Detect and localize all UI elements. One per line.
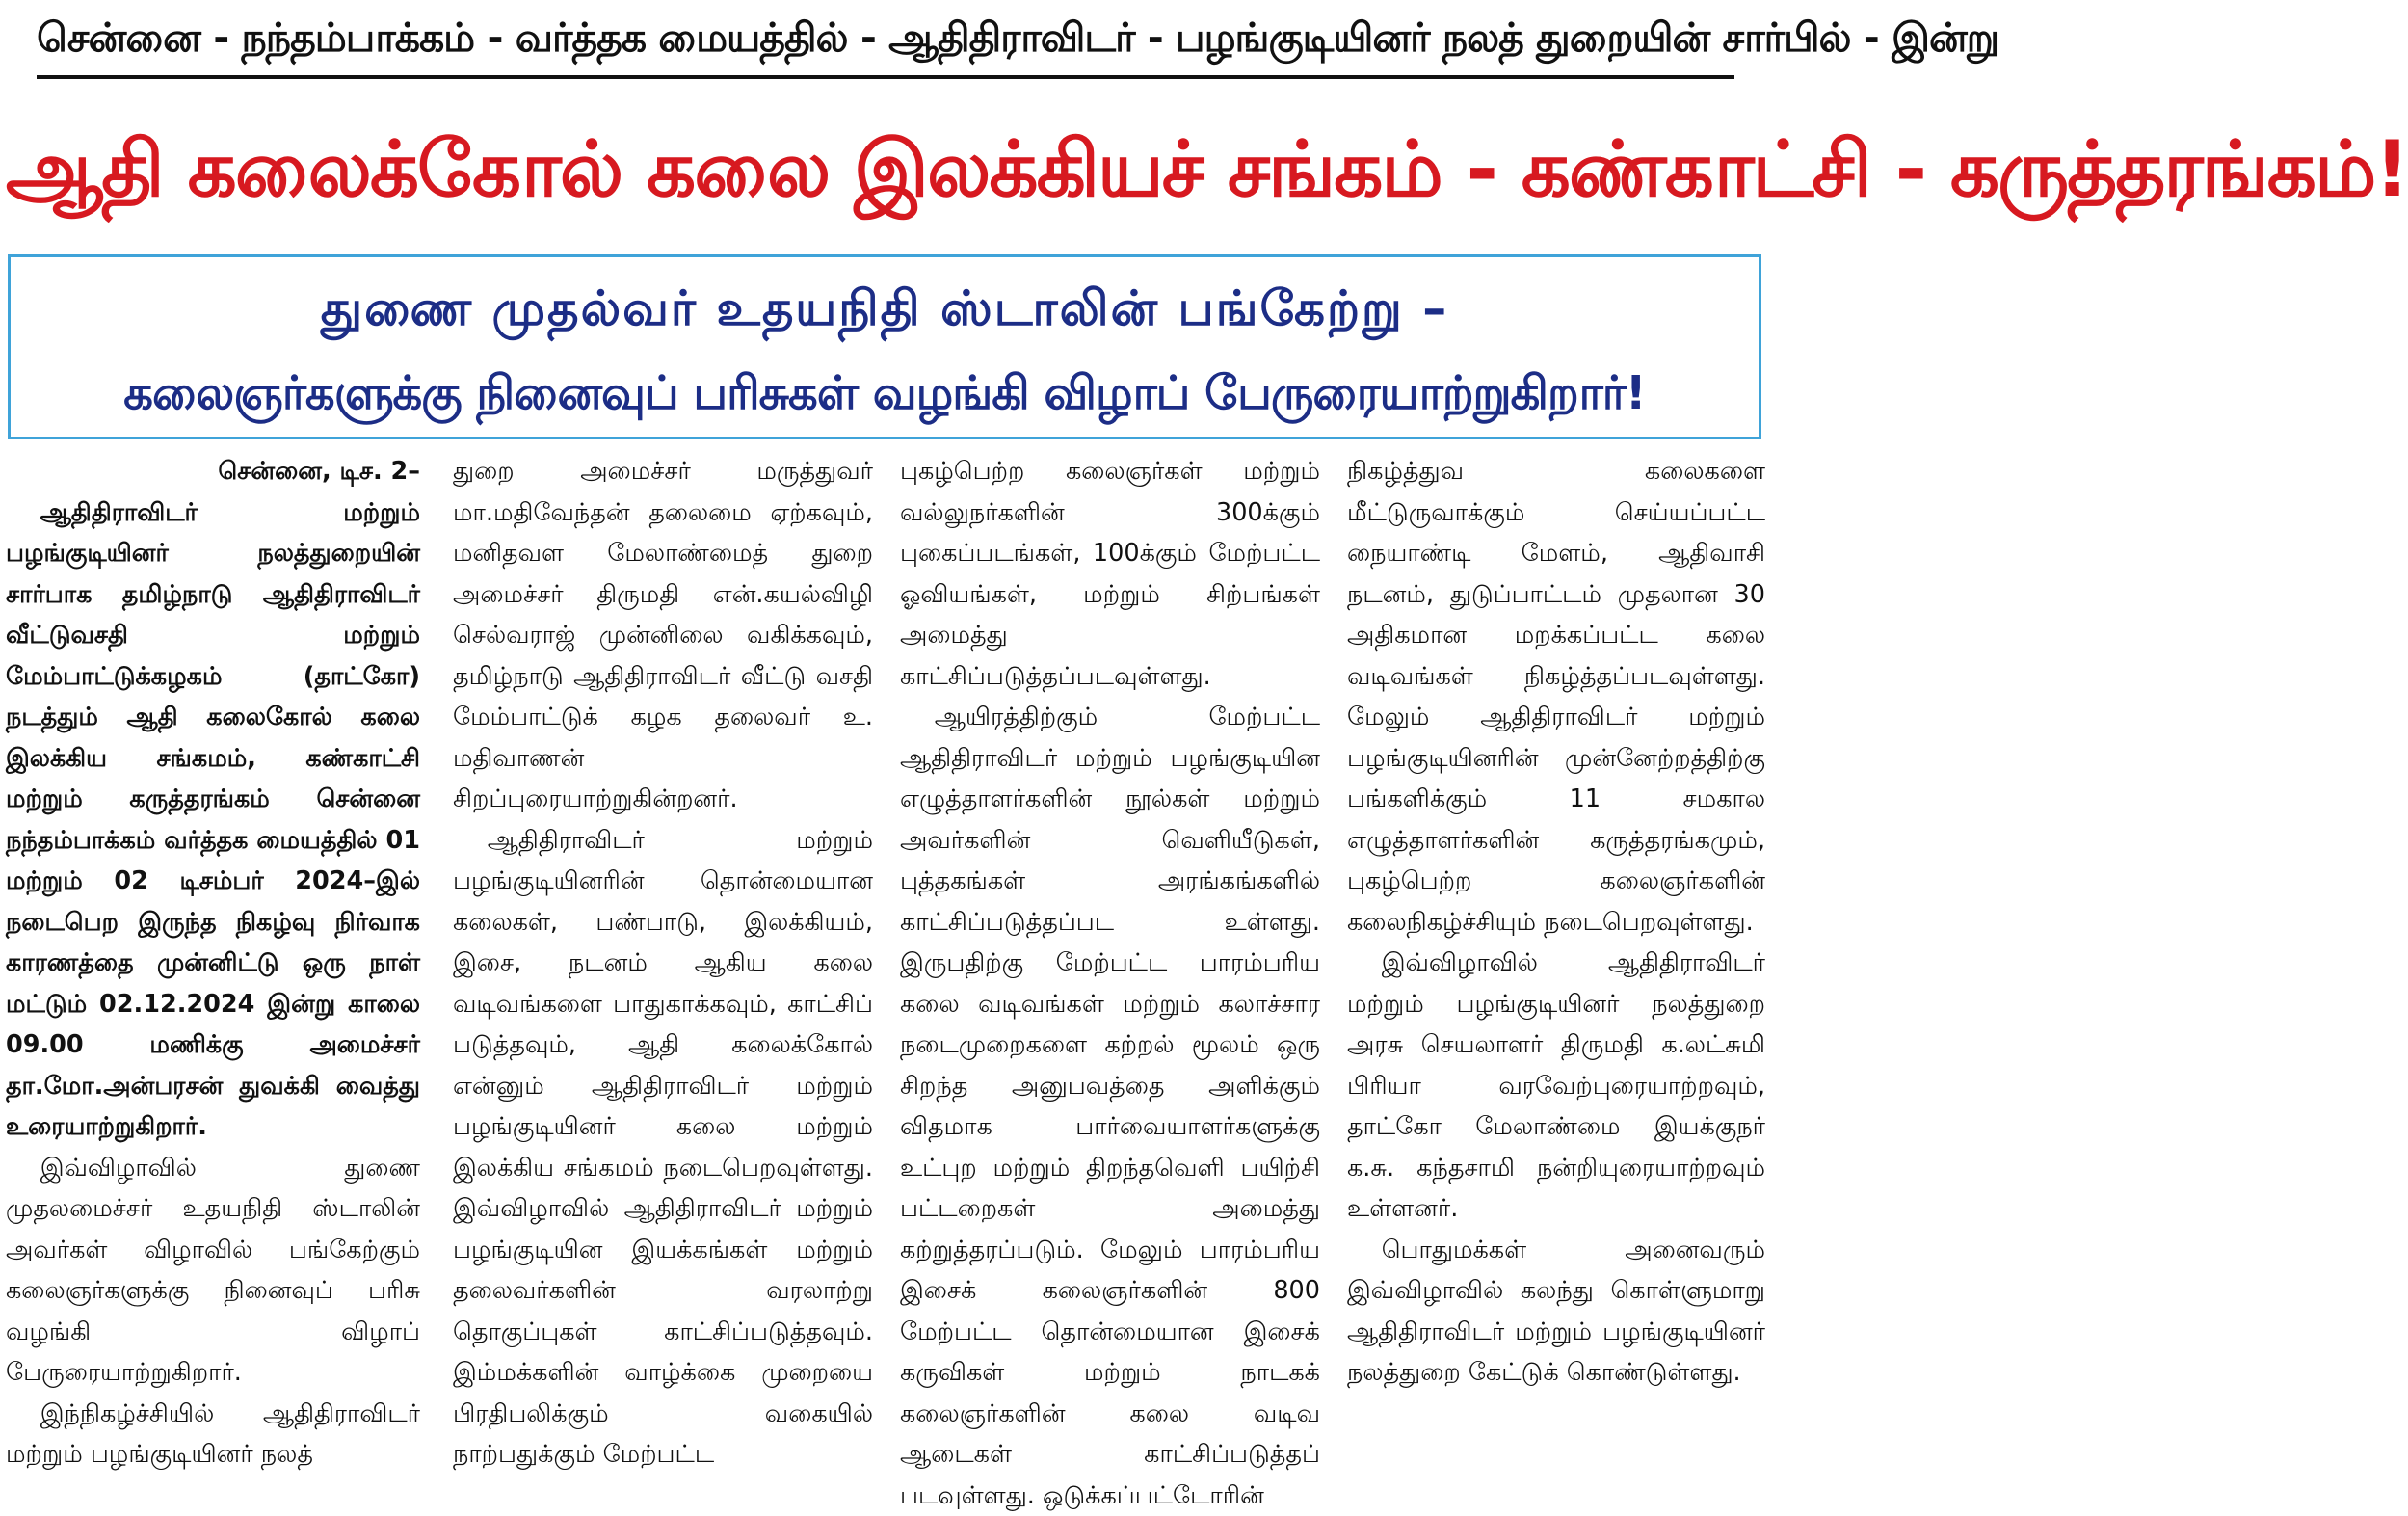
paragraph: புகழ்பெற்ற கலைஞர்கள் மற்றும் வல்லுநர்களின் 300க்கும் புகைப்படங்கள், 100க்கும் மேற்பட்ட ஓவியங்கள், மற்றும் சிற்பங்கள் அமைத்து காட்சிப்படுத்தப்படவுள்ளது. — [900, 457, 1320, 691]
paragraph: துறை அமைச்சர் மருத்துவர் மா.மதிவேந்தன் தலைமை ஏற்கவும், மனிதவள மேலாண்மைத் துறை அமைச்சர் திருமதி என்.கயல்விழி செல்வராஜ் முன்னிலை வகிக்கவும், தமிழ்நாடு ஆதிதிராவிடர் வீட்டு வசதி மேம்பாட்டுக் கழக தலைவர் உ. மதிவாணன் சிறப்புரையாற்றுகின்றனர். — [453, 457, 873, 813]
subheadline-line-2: கலைஞர்களுக்கு நினைவுப் பரிசுகள் வழங்கி விழாப் பேருரையாற்றுகிறார்! — [123, 366, 1646, 420]
paragraph: நிகழ்த்துவ கலைகளை மீட்டுருவாக்கும் செய்யப்பட்ட நையாண்டி மேளம், ஆதிவாசி நடனம், துடுப்பாட்டம் முதலான 30 அதிகமான மறக்கப்பட்ட கலை வடிவங்கள் நிகழ்த்தப்படவுள்ளது. மேலும் ஆதிதிராவிடர் மற்றும் பழங்குடியினரின் முன்னேற்றத்திற்கு பங்களிக்கும் 11 சமகால எழுத்தாளர்களின் கருத்தரங்கமும், புகழ்பெற்ற கலைஞர்களின் கலைநிகழ்ச்சியும் நடைபெறவுள்ளது. — [1347, 457, 1765, 937]
subheadline-box — [8, 254, 1761, 439]
paragraph: இந்நிகழ்ச்சியில் ஆதிதிராவிடர் மற்றும் பழங்குடியினர் நலத் — [6, 1398, 420, 1469]
subheadline-line-1: துணை முதல்வர் உதயநிதி ஸ்டாலின் பங்கேற்று – — [320, 280, 1449, 336]
dateline: சென்னை, டிச. 2– — [218, 457, 420, 486]
paragraph: ஆயிரத்திற்கும் மேற்பட்ட ஆதிதிராவிடர் மற்றும் பழங்குடியின எழுத்தாளர்களின் நூல்கள் மற்றும் அவர்களின் வெளியீடுகள், புத்தகங்கள் அரங்கங்களில் காட்சிப்படுத்தப்பட உள்ளது. இருபதிற்கு மேற்பட்ட பாரம்பரிய கலை வடிவங்கள் மற்றும் கலாச்சார நடைமுறைகளை கற்றல் மூலம் ஒரு சிறந்த அனுபவத்தை அளிக்கும் விதமாக பார்வையாளர்களுக்கு உட்புற மற்றும் திறந்தவெளி பயிற்சி பட்டறைகள் அமைத்து கற்றுத்தரப்படும். மேலும் பாரம்பரிய இசைக் கலைஞர்களின் 800 மேற்பட்ட தொன்மையான இசைக் கருவிகள் மற்றும் நாடகக் கலைஞர்களின் கலை வடிவ ஆடைகள் காட்சிப்படுத்தப் படவுள்ளது. ஒடுக்கப்பட்டோரின் — [900, 703, 1320, 1510]
article-column-3 — [900, 451, 1320, 1510]
kicker-underline — [37, 75, 1734, 79]
kicker-headline: சென்னை - நந்தம்பாக்கம் - வர்த்தக மையத்தில் - ஆதிதிராவிடர் - பழங்குடியினர் நலத் துறையின் சார்பில் - இன்று — [37, 14, 1998, 61]
article-column-1 — [6, 451, 420, 1502]
article-column-4 — [1347, 451, 1765, 1502]
paragraph: இவ்விழாவில் ஆதிதிராவிடர் மற்றும் பழங்குடியினர் நலத்துறை அரசு செயலாளர் திருமதி க.லட்சுமி பிரியா வரவேற்புரையாற்றவும், தாட்கோ மேலாண்மை இயக்குநர் க.சு. கந்தசாமி நன்றியுரையாற்றவும் உள்ளனர். — [1347, 948, 1765, 1223]
paragraph: இவ்விழாவில் துணை முதலமைச்சர் உதயநிதி ஸ்டாலின் அவர்கள் விழாவில் பங்கேற்கும் கலைஞர்களுக்கு நினைவுப் பரிசு வழங்கி விழாப் பேருரையாற்றுகிறார். — [6, 1153, 420, 1387]
paragraph: ஆதிதிராவிடர் மற்றும் பழங்குடியினரின் தொன்மையான கலைகள், பண்பாடு, இலக்கியம், இசை, நடனம் ஆகிய கலை வடிவங்களை பாதுகாக்கவும், காட்சிப் படுத்தவும், ஆதி கலைக்கோல் என்னும் ஆதிதிராவிடர் மற்றும் பழங்குடியினர் கலை மற்றும் இலக்கிய சங்கமம் நடைபெறவுள்ளது. இவ்விழாவில் ஆதிதிராவிடர் மற்றும் பழங்குடியின இயக்கங்கள் மற்றும் தலைவர்களின் வரலாற்று தொகுப்புகள் காட்சிப்படுத்தவும். இம்மக்களின் வாழ்க்கை முறையை பிரதிபலிக்கும் வகையில் நாற்பதுக்கும் மேற்பட்ட — [453, 825, 873, 1469]
article-column-2 — [453, 451, 873, 1502]
paragraph: பொதுமக்கள் அனைவரும் இவ்விழாவில் கலந்து கொள்ளுமாறு ஆதிதிராவிடர் மற்றும் பழங்குடியினர் நலத்துறை கேட்டுக் கொண்டுள்ளது. — [1347, 1235, 1765, 1387]
lead-paragraph: ஆதிதிராவிடர் மற்றும் பழங்குடியினர் நலத்துறையின் சார்பாக தமிழ்நாடு ஆதிதிராவிடர் வீட்டுவசதி மற்றும் மேம்பாட்டுக்கழகம் (தாட்கோ) நடத்தும் ஆதி கலைகோல் கலை இலக்கிய சங்கமம், கண்காட்சி மற்றும் கருத்தரங்கம் சென்னை நந்தம்பாக்கம் வர்த்தக மையத்தில் 01 மற்றும் 02 டிசம்பர் 2024–இல் நடைபெற இருந்த நிகழ்வு நிர்வாக காரணத்தை முன்னிட்டு ஒரு நாள் மட்டும் 02.12.2024 இன்று காலை 09.00 மணிக்கு அமைச்சர் தா.மோ.அன்பரசன் துவக்கி வைத்து உரையாற்றுகிறார். — [6, 497, 420, 1141]
main-headline: ஆதி கலைக்கோல் கலை இலக்கியச் சங்கம் - கண்காட்சி - கருத்தரங்கம்! — [6, 124, 2408, 214]
